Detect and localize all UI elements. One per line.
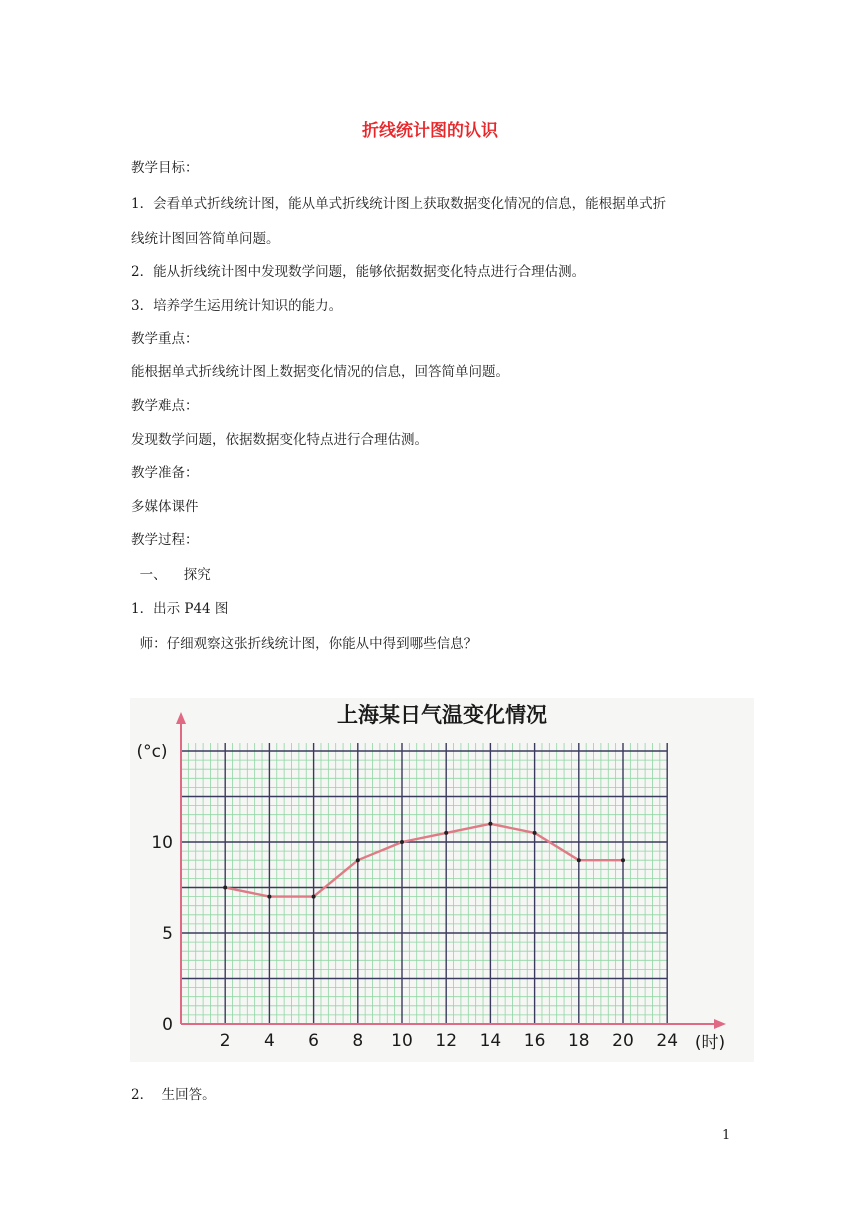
objective-2: 2．能从折线统计图中发现数学问题，能够依据数据变化特点进行合理估测。 <box>131 264 586 280</box>
data-point <box>533 831 537 835</box>
data-point <box>400 840 404 844</box>
temperature-line-chart <box>130 698 754 1062</box>
data-point <box>577 858 581 862</box>
key-points-text: 能根据单式折线统计图上数据变化情况的信息，回答简单问题。 <box>131 364 509 380</box>
data-point <box>223 886 227 890</box>
y-tick-label: 0 <box>162 1015 173 1035</box>
objective-3: 3．培养学生运用统计知识的能力。 <box>131 298 343 314</box>
x-tick-label: 2 <box>219 1031 231 1051</box>
y-tick-label: 5 <box>162 924 173 944</box>
data-point <box>356 858 360 862</box>
x-tick-label: 24 <box>656 1031 679 1051</box>
objective-1-continued: 线统计图回答简单问题。 <box>131 231 280 247</box>
section-heading-objectives: 教学目标： <box>131 160 199 176</box>
process-item-2: 2． 生回答。 <box>131 1087 216 1103</box>
document-title: 折线统计图的认识 <box>362 121 498 141</box>
section-heading-process: 教学过程： <box>131 532 199 548</box>
process-item-1: 1．出示 P44 图 <box>131 601 229 617</box>
chart-canvas <box>130 698 754 1062</box>
objective-1: 1．会看单式折线统计图，能从单式折线统计图上获取数据变化情况的信息，能根据单式折 <box>131 196 667 212</box>
section-heading-difficulties: 教学难点： <box>131 398 199 414</box>
data-point <box>488 822 492 826</box>
x-axis-arrow <box>714 1019 726 1029</box>
section-heading-key-points: 教学重点： <box>131 331 199 347</box>
x-tick-label: 12 <box>435 1031 458 1051</box>
chart-title: 上海某日气温变化情况 <box>337 703 547 727</box>
x-tick-label: 14 <box>479 1031 502 1051</box>
data-point <box>312 895 316 899</box>
difficulties-text: 发现数学问题，依据数据变化特点进行合理估测。 <box>131 432 428 448</box>
process-step-explore: 一、 探究 <box>131 567 211 583</box>
x-tick-label: 8 <box>352 1031 364 1051</box>
x-tick-label: 18 <box>567 1031 590 1051</box>
x-tick-label: 6 <box>308 1031 320 1051</box>
y-axis-arrow <box>176 712 186 724</box>
x-tick-label: 4 <box>263 1031 275 1051</box>
x-tick-label: 20 <box>612 1031 634 1051</box>
y-axis-label: (°c) <box>136 742 168 762</box>
teacher-question: 师：仔细观察这张折线统计图，你能从中得到哪些信息？ <box>131 636 478 652</box>
y-tick-label: 10 <box>151 833 173 853</box>
section-heading-preparation: 教学准备： <box>131 465 199 481</box>
axes <box>176 712 726 1029</box>
x-axis-label: (时) <box>694 1033 726 1053</box>
data-point <box>267 895 271 899</box>
x-tick-label: 10 <box>391 1031 413 1051</box>
x-tick-label: 16 <box>523 1031 546 1051</box>
page-number: 1 <box>722 1128 731 1143</box>
data-point <box>444 831 448 835</box>
preparation-text: 多媒体课件 <box>131 499 199 515</box>
minor-grid <box>181 743 667 1024</box>
data-point <box>621 858 625 862</box>
